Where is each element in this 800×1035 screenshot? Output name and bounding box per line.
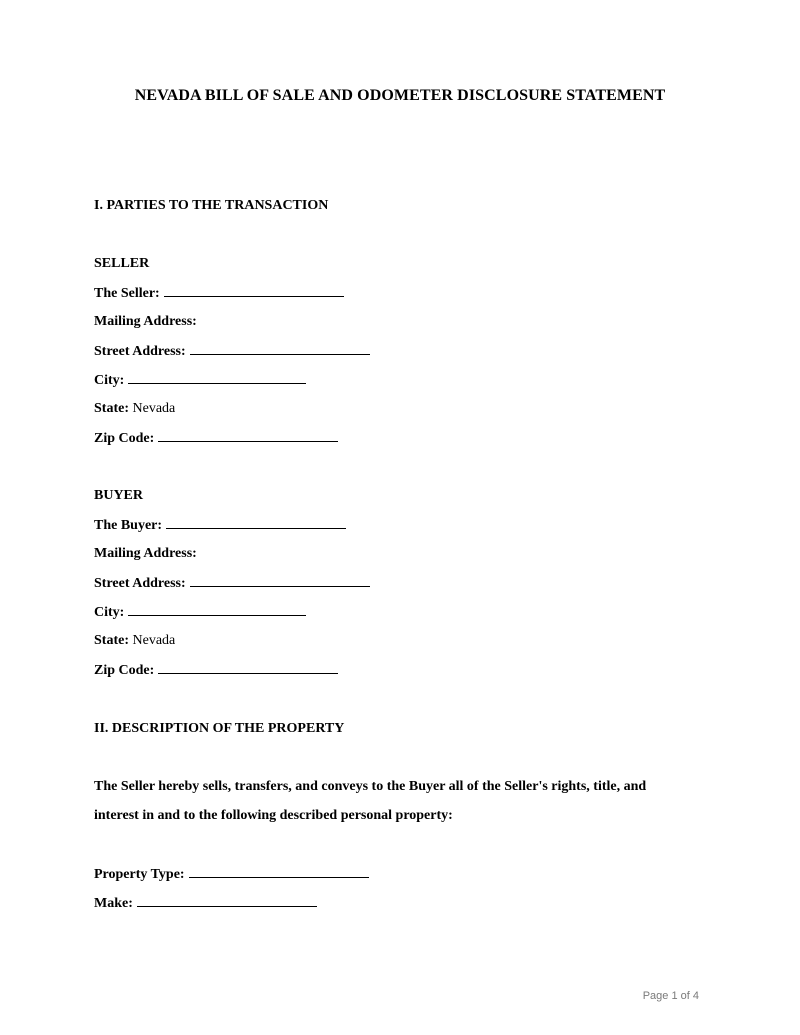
buyer-zip-label: Zip Code: <box>94 663 155 678</box>
buyer-zip-field[interactable] <box>158 661 338 674</box>
buyer-name-field[interactable] <box>166 516 346 529</box>
seller-state-row <box>94 400 175 418</box>
property-paragraph-line1: The Seller hereby sells, transfers, and conveys to the Buyer all of the Seller's rights, title, and <box>94 779 647 794</box>
seller-street-label: Street Address: <box>94 344 186 359</box>
seller-state-label: State: <box>94 401 129 416</box>
property-type-label: Property Type: <box>94 867 185 882</box>
seller-state-value: Nevada <box>132 401 176 416</box>
property-paragraph-line2: interest in and to the following described personal property: <box>94 808 453 823</box>
make-field[interactable] <box>137 894 317 907</box>
buyer-street-row <box>94 574 370 593</box>
seller-name-field[interactable] <box>164 284 344 297</box>
page-indicator: Page 1 of 4 <box>642 990 699 1002</box>
property-type-row <box>94 865 369 884</box>
seller-city-row <box>94 371 306 390</box>
buyer-mailing-label: Mailing Address: <box>94 546 197 561</box>
seller-name-row <box>94 284 344 303</box>
property-type-field[interactable] <box>189 865 369 878</box>
buyer-city-row <box>94 603 306 622</box>
seller-street-row <box>94 342 370 361</box>
buyer-city-field[interactable] <box>128 603 306 616</box>
seller-city-field[interactable] <box>128 371 306 384</box>
buyer-zip-row <box>94 661 338 680</box>
section-property-heading: II. DESCRIPTION OF THE PROPERTY <box>94 721 345 736</box>
seller-city-label: City: <box>94 373 125 388</box>
document-title: NEVADA BILL OF SALE AND ODOMETER DISCLOSURE STATEMENT <box>134 87 666 104</box>
seller-heading: SELLER <box>94 256 150 271</box>
buyer-heading: BUYER <box>94 488 144 503</box>
seller-zip-field[interactable] <box>158 429 338 442</box>
buyer-name-label: The Buyer: <box>94 518 163 533</box>
seller-zip-label: Zip Code: <box>94 431 155 446</box>
buyer-street-field[interactable] <box>190 574 370 587</box>
buyer-state-row <box>94 632 175 650</box>
seller-name-label: The Seller: <box>94 286 160 301</box>
seller-zip-row <box>94 429 338 448</box>
make-label: Make: <box>94 896 133 911</box>
section-parties-heading: I. PARTIES TO THE TRANSACTION <box>94 198 329 213</box>
buyer-state-value: Nevada <box>132 633 176 648</box>
seller-mailing-label: Mailing Address: <box>94 314 197 329</box>
buyer-name-row <box>94 516 346 535</box>
buyer-street-label: Street Address: <box>94 576 186 591</box>
buyer-state-label: State: <box>94 633 129 648</box>
make-row <box>94 894 317 913</box>
buyer-city-label: City: <box>94 605 125 620</box>
seller-street-field[interactable] <box>190 342 370 355</box>
